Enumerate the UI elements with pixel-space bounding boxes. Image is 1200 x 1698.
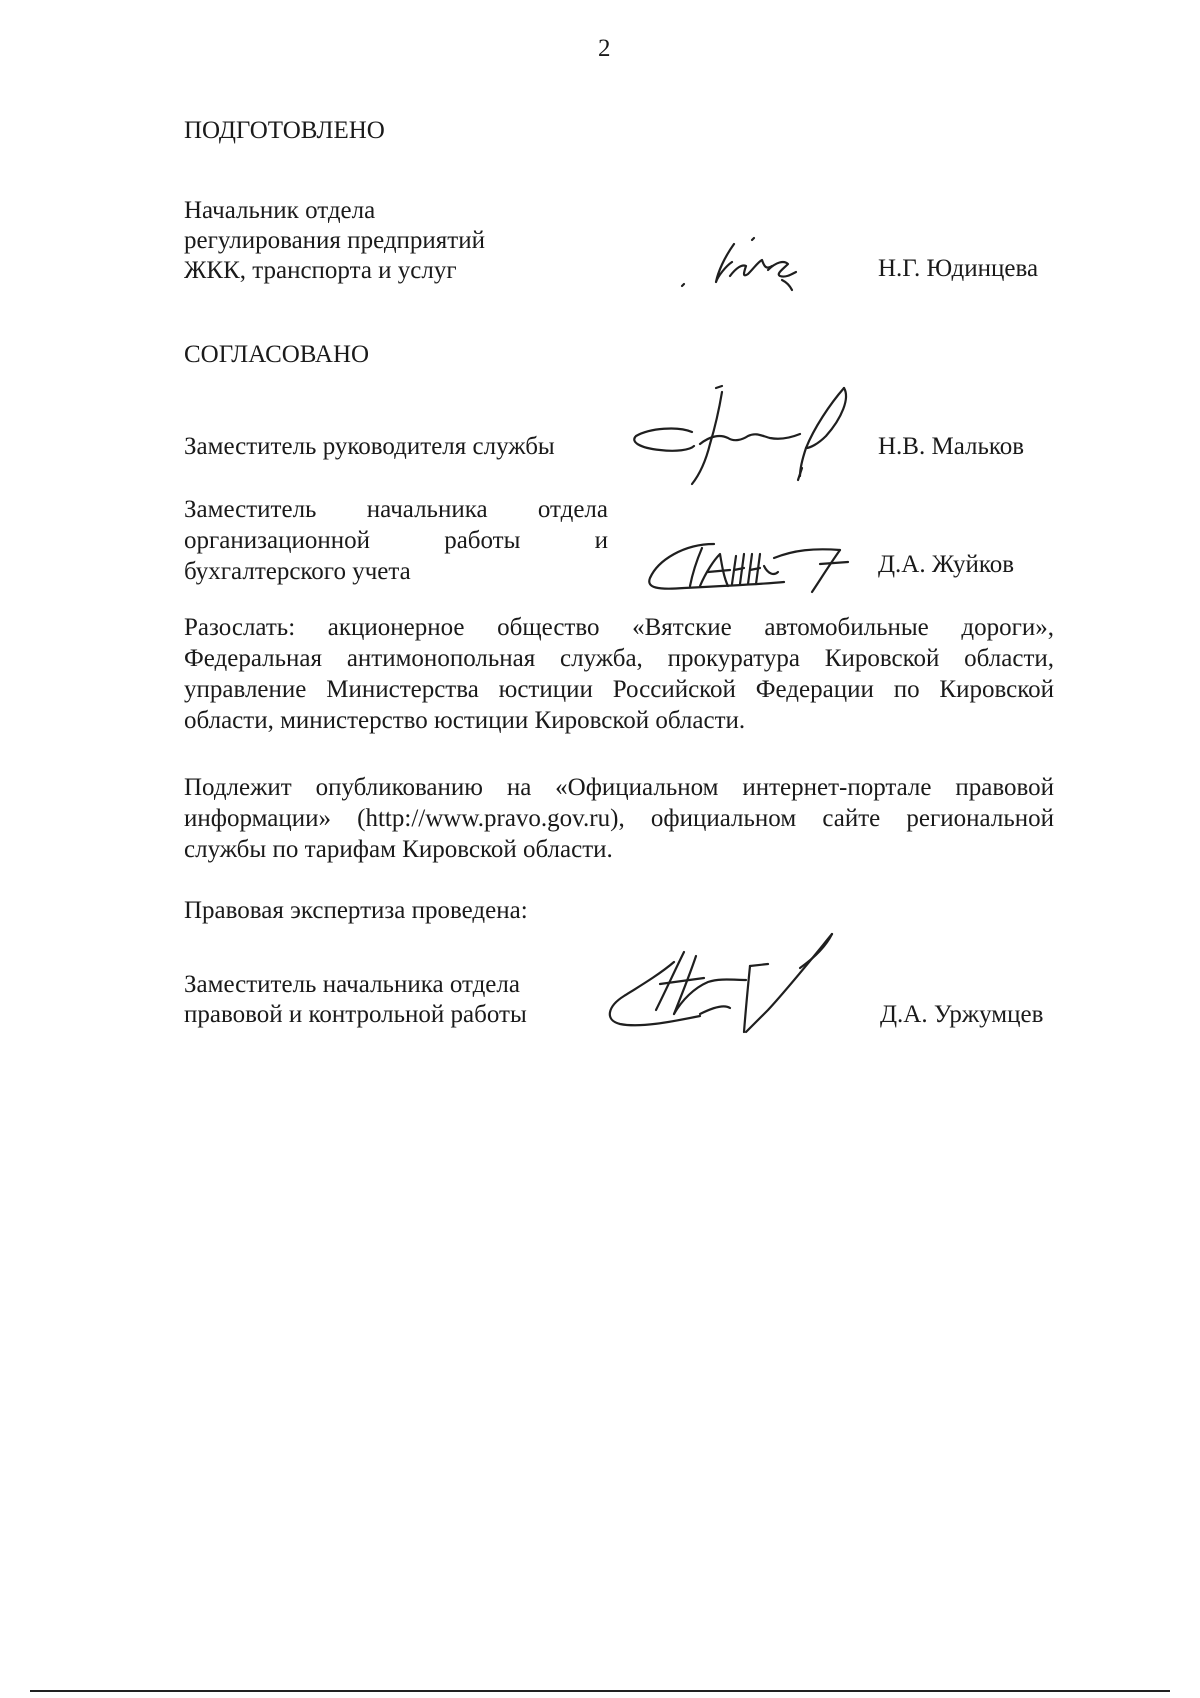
publication-paragraph	[184, 772, 1054, 865]
publication-line-2: информации» (http://www.pravo.gov.ru), официальном сайте региональной	[184, 805, 1054, 832]
page-number: 2	[598, 35, 611, 62]
agreed-signer-1-name: Н.В. Мальков	[878, 433, 1025, 460]
publication-line-1: Подлежит опубликованию на «Официальном интернет-портале правовой	[184, 774, 1054, 801]
distribution-line-1: Разослать: акционерное общество «Вятские автомобильные дороги»,	[184, 614, 1054, 641]
prepared-heading: ПОДГОТОВЛЕНО	[184, 117, 385, 144]
agreed-signer-2-position-line-3: бухгалтерского учета	[184, 558, 411, 585]
signature-urzhumtsev	[600, 928, 840, 1038]
agreed-signer-2-name: Д.А. Жуйков	[878, 551, 1015, 578]
legal-review-position-line-1: Заместитель начальника отдела	[184, 971, 520, 998]
legal-review-position-line-2: правовой и контрольной работы	[184, 1001, 527, 1028]
prepared-position-line-2: регулирования предприятий	[184, 227, 485, 254]
distribution-paragraph	[184, 612, 1054, 736]
signature-malkov	[630, 384, 860, 488]
agreed-signer-2-position-line-1: Заместитель начальника отдела	[184, 496, 608, 523]
agreed-signer-2-position	[184, 494, 608, 587]
signature-zhuikov	[644, 536, 864, 596]
distribution-line-2: Федеральная антимонопольная служба, прокуратура Кировской области,	[184, 645, 1054, 672]
legal-review-heading: Правовая экспертиза проведена:	[184, 897, 528, 924]
publication-line-3: службы по тарифам Кировской области.	[184, 836, 613, 863]
page-bottom-rule	[30, 1690, 1170, 1692]
agreed-signer-2-position-line-2: организационной работы и	[184, 527, 608, 554]
distribution-line-4: области, министерство юстиции Кировской области.	[184, 707, 746, 734]
signature-yudintseva	[672, 232, 812, 294]
prepared-position-line-3: ЖКК, транспорта и услуг	[184, 257, 457, 284]
agreed-heading: СОГЛАСОВАНО	[184, 341, 370, 368]
prepared-position-line-1: Начальник отдела	[184, 197, 376, 224]
agreed-signer-1-position: Заместитель руководителя службы	[184, 433, 555, 460]
prepared-signer-name: Н.Г. Юдинцева	[878, 255, 1039, 282]
distribution-line-3: управление Министерства юстиции Российской Федерации по Кировской	[184, 676, 1054, 703]
legal-review-signer-name: Д.А. Уржумцев	[880, 1001, 1044, 1028]
